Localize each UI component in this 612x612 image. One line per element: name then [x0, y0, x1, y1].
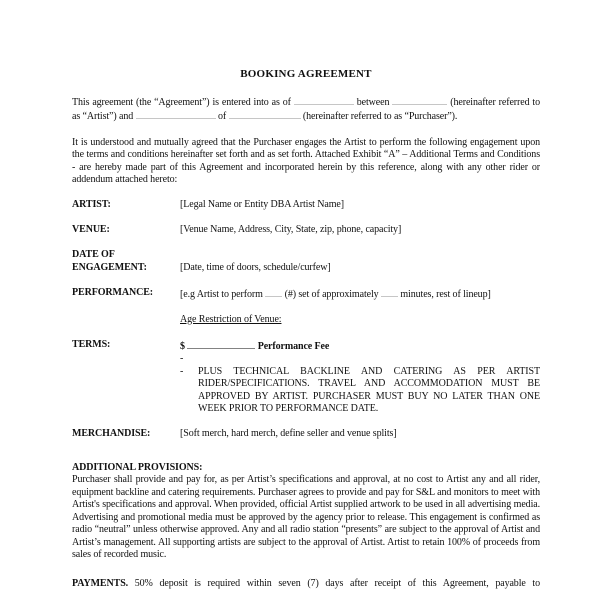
- document-title: BOOKING AGREEMENT: [240, 68, 372, 80]
- terms-value: [180, 339, 540, 416]
- blank-fill-in-line: [392, 95, 447, 105]
- field-row-merchandise: [72, 428, 540, 441]
- performance-fee-line: $ Performance Fee: [180, 340, 330, 352]
- blank-fill-in-line: [381, 287, 398, 297]
- field-row-date-of-engagement: [72, 249, 540, 274]
- artist-label: ARTIST:: [72, 199, 111, 210]
- field-row-artist: [72, 199, 540, 212]
- terms-bullet-item: [180, 366, 540, 416]
- blank-fill-in-line: [294, 95, 354, 105]
- date-of-engagement-label: [72, 249, 180, 274]
- intro-paragraph: This agreement (the “Agreement”) is entered into as of between (hereinafter referred to as “Artist”) and of (hereinafter referred to as “Purchaser”).: [72, 96, 541, 122]
- terms-label: TERMS:: [72, 338, 111, 350]
- date-of-engagement-label-line1: DATE OF: [72, 249, 115, 260]
- age-restriction-label-spacer: [72, 314, 180, 327]
- venue-value: [Venue Name, Address, City, State, zip, phone, capacity]: [180, 224, 402, 235]
- field-row-performance: [72, 287, 540, 302]
- performance-value: [e.g Artist to perform (#) set of approximately minutes, rest of lineup]: [180, 288, 491, 300]
- merchandise-value: [Soft merch, hard merch, define seller and venue splits]: [180, 428, 397, 439]
- blank-fill-in-line: [187, 339, 255, 349]
- field-row-age-restriction: [72, 314, 540, 327]
- payments-paragraph: PAYMENTS. 50% deposit is required within seven (7) days after receipt of this Agreement, payable to: [72, 577, 540, 589]
- venue-label: VENUE:: [72, 224, 110, 235]
- additional-provisions-paragraph: Purchaser shall provide and pay for, as per Artist’s specifications and approval, at no cost to Artist any and all rider, equipment backline and catering requirements. Purchaser agrees to provide and pay for S&L and monitors to meet with Artist's specifications and approval. When provided, official Artist supplied artwork to be used in all advertising media. Advertising and promotional media must be approved by the agency prior to release. This engagement is confirmed as radio “neutral” unless otherwise approved. Any and all radio station “presents” are subject to the approval of Artist and Artist’s management. All supporting artists are subject to the approval of Artist. Artist to retain 100% of proceeds from sales of recorded music.: [72, 474, 540, 560]
- blank-fill-in-line: [136, 109, 216, 119]
- performance-label: PERFORMANCE:: [72, 286, 154, 298]
- terms-bullet-dash: -: [180, 365, 184, 377]
- engagement-paragraph: It is understood and mutually agreed that the Purchaser engages the Artist to perform the following engagement upon the terms and conditions hereinafter set forth and as set forth. Attached Exhibit “A” – Additional Terms and Conditions - are hereby made part of this Agreement and incorporated herein by this reference, along with any other rider or addendum attached hereto:: [72, 136, 540, 185]
- field-row-venue: [72, 224, 540, 237]
- blank-fill-in-line: [229, 109, 301, 119]
- artist-value: [Legal Name or Entity DBA Artist Name]: [180, 199, 344, 210]
- merchandise-label: MERCHANDISE:: [72, 428, 151, 439]
- additional-provisions-heading: ADDITIONAL PROVISIONS:: [72, 461, 203, 473]
- age-restriction-text: Age Restriction of Venue:: [180, 313, 282, 325]
- terms-empty-dash: -: [180, 353, 184, 364]
- field-row-terms: [72, 339, 540, 416]
- blank-fill-in-line: [265, 287, 282, 297]
- terms-bullet-text: PLUS TECHNICAL BACKLINE AND CATERING AS PER ARTIST RIDER/SPECIFICATIONS. TRAVEL AND ACCOMMODATION MUST BE APPROVED BY ARTIST. PURCHASER MUST BUY NO LATER THAN ONE WEEK PRIOR TO PERFORMANCE DATE.: [198, 365, 540, 414]
- date-of-engagement-value: [Date, time of doors, schedule/curfew]: [180, 261, 331, 273]
- date-of-engagement-label-line2: ENGAGEMENT:: [72, 261, 147, 273]
